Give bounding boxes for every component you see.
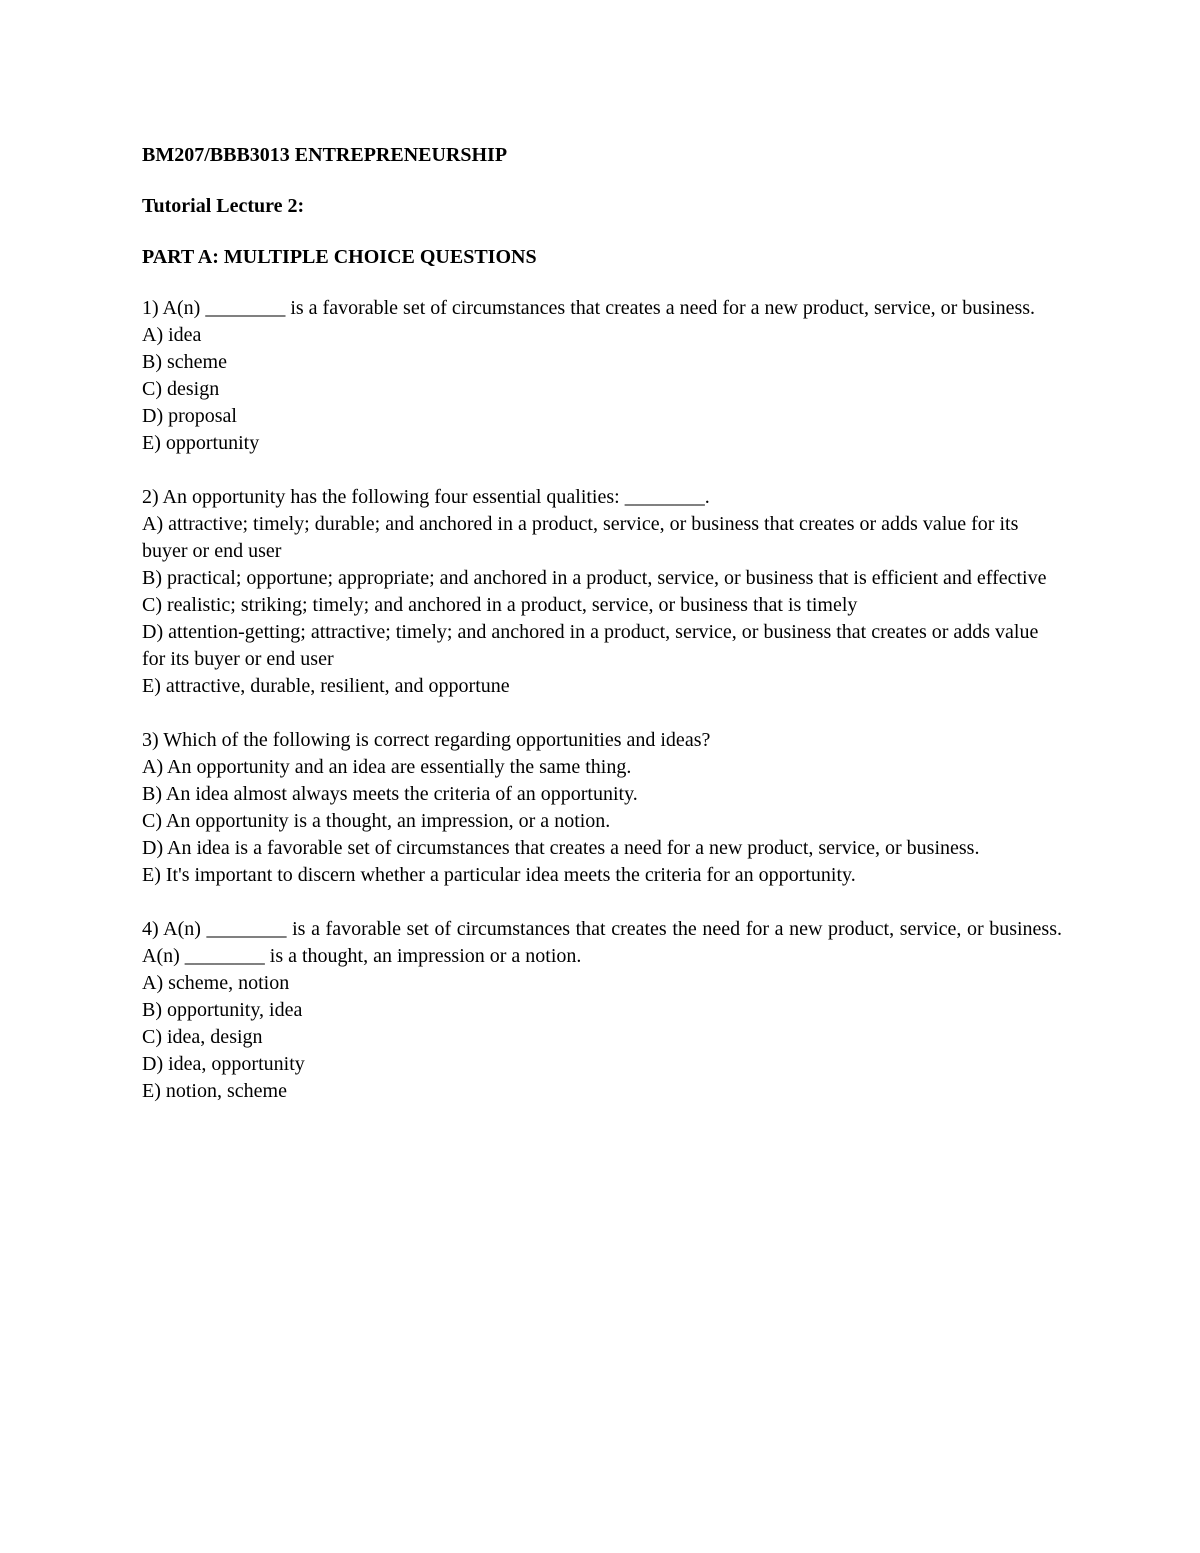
question-1-text: 1) A(n) ________ is a favorable set of circumstances that creates a need for a new product, service, or business. [142, 297, 1036, 319]
question-4 [142, 916, 1062, 1105]
course-title: BM207/BBB3013 ENTREPRENEURSHIP [142, 144, 508, 166]
question-3-option-d: D) An idea is a favorable set of circumstances that creates a need for a new product, service, or business. [142, 837, 980, 859]
question-4-option-b: B) opportunity, idea [142, 999, 303, 1021]
question-2-option-e: E) attractive, durable, resilient, and opportune [142, 675, 510, 697]
tutorial-title: Tutorial Lecture 2: [142, 195, 305, 217]
question-4-option-d: D) idea, opportunity [142, 1053, 305, 1075]
question-1-option-a: A) idea [142, 324, 202, 346]
question-3-option-a: A) An opportunity and an idea are essentially the same thing. [142, 756, 632, 778]
question-2-text: 2) An opportunity has the following four essential qualities: ________. [142, 486, 710, 508]
question-3-option-e: E) It's important to discern whether a particular idea meets the criteria for an opportunity. [142, 864, 856, 886]
question-2-option-c: C) realistic; striking; timely; and anchored in a product, service, or business that is timely [142, 594, 858, 616]
question-4-option-a: A) scheme, notion [142, 972, 290, 994]
question-3-option-b: B) An idea almost always meets the criteria of an opportunity. [142, 783, 638, 805]
question-1-option-c: C) design [142, 378, 220, 400]
question-4-option-e: E) notion, scheme [142, 1080, 287, 1102]
question-3 [142, 727, 1062, 889]
question-4-option-c: C) idea, design [142, 1026, 263, 1048]
section-title: PART A: MULTIPLE CHOICE QUESTIONS [142, 246, 537, 268]
question-1-option-e: E) opportunity [142, 432, 260, 454]
question-2 [142, 484, 1062, 700]
question-1 [142, 295, 1062, 457]
question-4-text: 4) A(n) ________ is a favorable set of circumstances that creates the need for a new product, service, or business. A(n) ________ is a thought, an impression or a notion. [142, 918, 1062, 967]
question-1-option-d: D) proposal [142, 405, 237, 427]
question-3-option-c: C) An opportunity is a thought, an impression, or a notion. [142, 810, 611, 832]
document-page [142, 142, 1062, 1132]
question-3-text: 3) Which of the following is correct regarding opportunities and ideas? [142, 729, 711, 751]
question-2-option-d: D) attention-getting; attractive; timely; and anchored in a product, service, or business that creates or adds value for its buyer or end user [142, 621, 1039, 670]
question-2-option-a: A) attractive; timely; durable; and anchored in a product, service, or business that creates or adds value for its buyer or end user [142, 513, 1019, 562]
question-2-option-b: B) practical; opportune; appropriate; and anchored in a product, service, or business that is efficient and effective [142, 567, 1047, 589]
question-1-option-b: B) scheme [142, 351, 227, 373]
